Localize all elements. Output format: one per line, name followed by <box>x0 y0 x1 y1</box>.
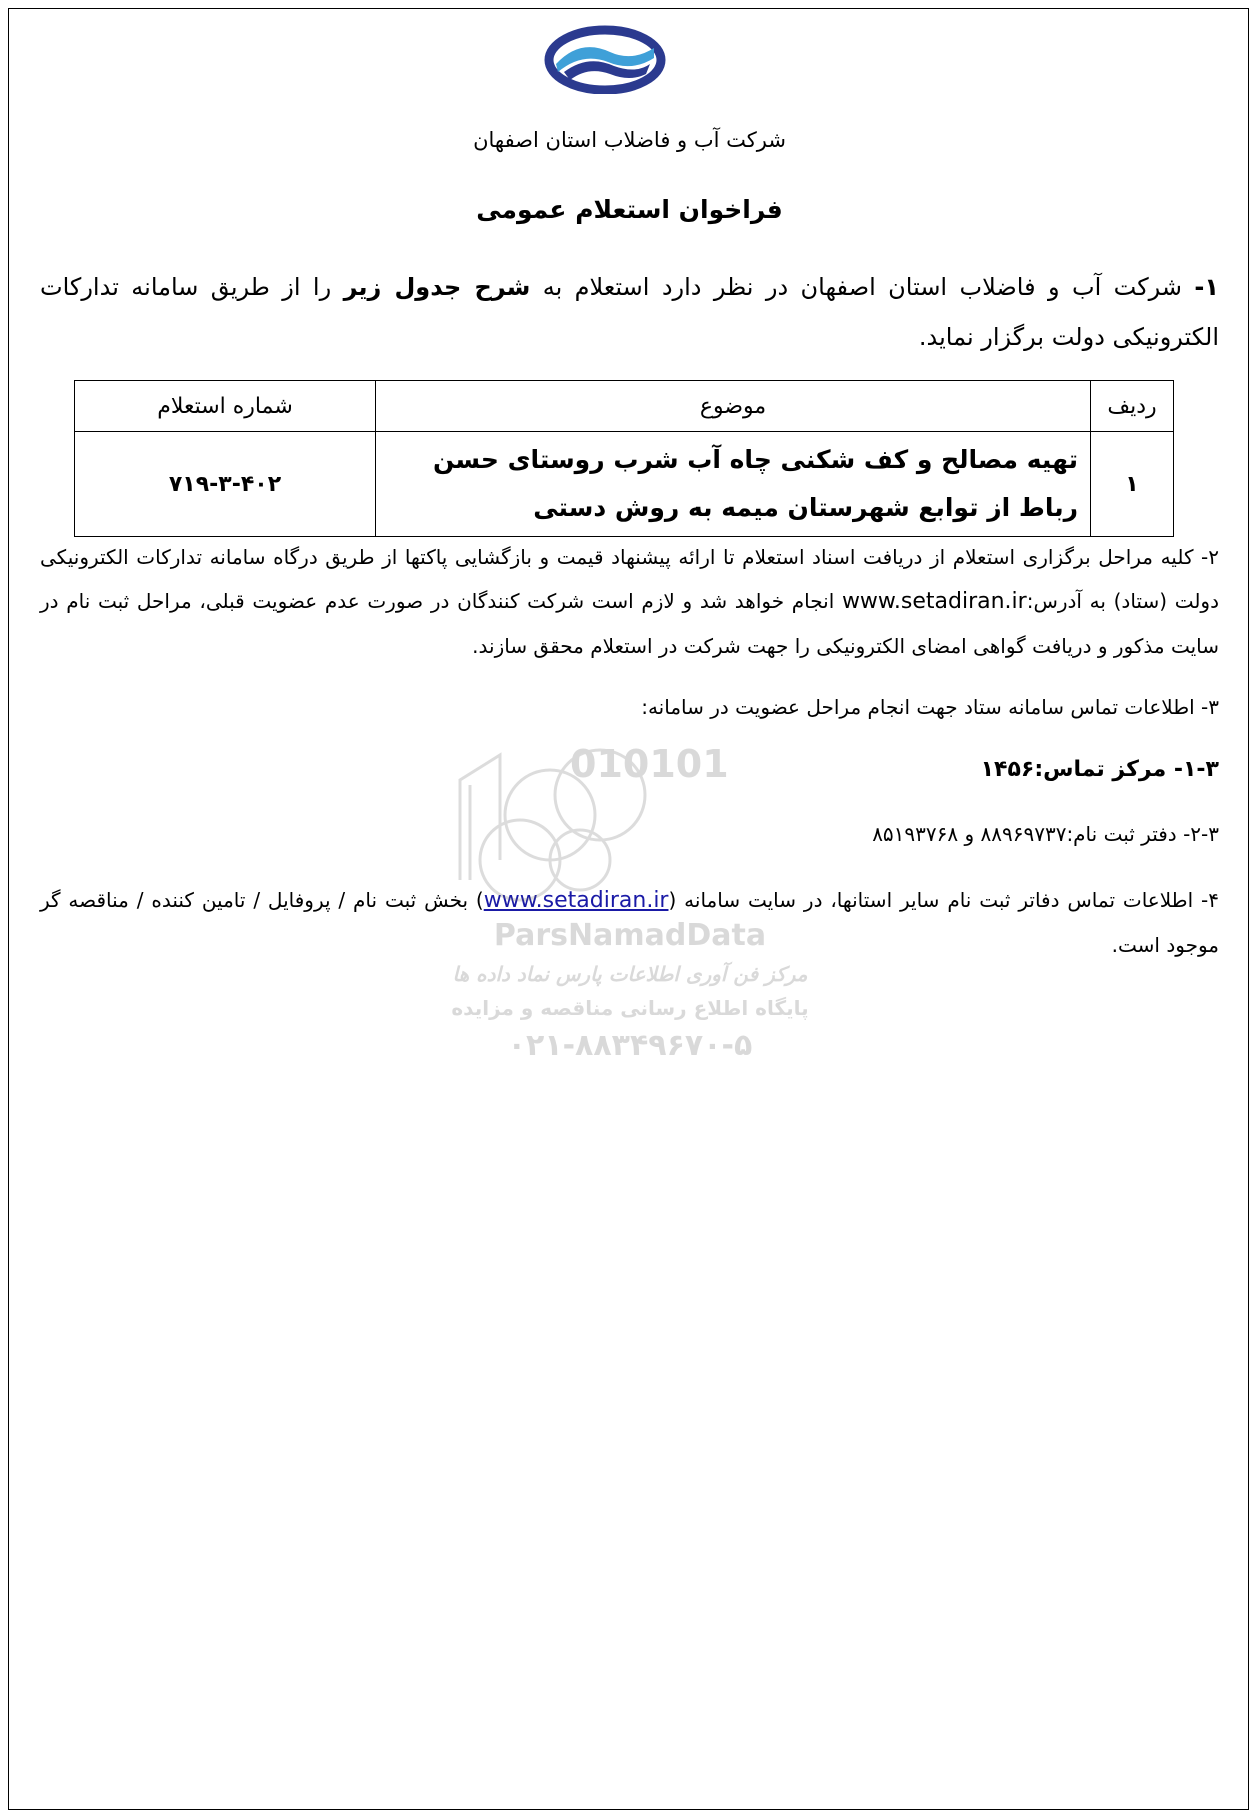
call-center-line: ۱-۳- مرکز تماس:۱۴۵۶ <box>980 757 1219 782</box>
header-row-number: ردیف <box>1091 381 1174 432</box>
registration-office-line: ۲-۳- دفتر ثبت نام:۸۸۹۶۹۷۳۷ و ۸۵۱۹۳۷۶۸ <box>872 822 1219 846</box>
section-2-paragraph <box>40 535 1219 668</box>
setadiran-address: www.setadiran.ir <box>841 589 1027 614</box>
watermark-brand: ParsNamadData <box>493 918 767 953</box>
section-4-text-before: ۴- اطلاعات تماس دفاتر ثبت نام سایر استانها، در سایت سامانه ( <box>668 888 1219 912</box>
intro-number: ۱- <box>1194 273 1220 301</box>
header-inquiry-number: شماره استعلام <box>75 381 376 432</box>
cell-row-number: ۱ <box>1091 432 1174 537</box>
page-title: فراخوان استعلام عمومی <box>476 195 783 224</box>
section-4-paragraph <box>40 878 1219 967</box>
inquiry-table <box>74 380 1174 537</box>
cell-inquiry-number: ۷۱۹-۳-۴۰۲ <box>75 432 376 537</box>
company-name: شرکت آب و فاضلاب استان اصفهان <box>473 128 786 152</box>
section-2-text-after: انجام خواهد شد و لازم است شرکت کنندگان در صورت عدم عضویت قبلی، مراحل ثبت نام در سایت مذکور و دریافت گواهی امضای الکترونیکی را جهت شرکت در استعلام محقق سازند. <box>40 589 1219 658</box>
section-2-text-before: ۲- کلیه مراحل برگزاری استعلام از دریافت اسناد استعلام تا ارائه پیشنهاد قیمت و بازگشایی پاکتها از طریق درگاه سامانه تدارکات الکترونیکی دولت (ستاد) به آدرس: <box>40 545 1219 613</box>
watermark-line-1: مرکز فن آوری اطلاعات پارس نماد داده ها <box>452 962 808 986</box>
section-3-heading: ۳- اطلاعات تماس سامانه ستاد جهت انجام مراحل عضویت در سامانه: <box>641 695 1219 719</box>
watermark-binary: 010101 <box>570 742 729 786</box>
intro-bold-phrase: شرح جدول زیر <box>343 273 531 301</box>
company-logo <box>540 24 670 94</box>
header-subject: موضوع <box>376 381 1091 432</box>
intro-text-after: را از طریق سامانه تدارکات الکترونیکی دولت برگزار نماید. <box>40 273 1219 351</box>
intro-paragraph <box>40 262 1219 362</box>
section-4-text-after: ) بخش ثبت نام / پروفایل / تامین کننده / مناقصه گر موجود است. <box>40 888 1219 957</box>
table-header-row <box>75 381 1174 432</box>
setadiran-link[interactable]: www.setadiran.ir <box>483 888 669 913</box>
watermark-line-2: پایگاه اطلاع رسانی مناقصه و مزایده <box>451 996 809 1020</box>
cell-subject: تهیه مصالح و کف شکنی چاه آب شرب روستای حسن رباط از توابع شهرستان میمه به روش دستی <box>376 432 1091 537</box>
intro-text-before: شرکت آب و فاضلاب استان اصفهان در نظر دارد استعلام به <box>530 273 1195 301</box>
table-row <box>75 432 1174 537</box>
watermark-phone: ۰۲۱-۸۸۳۴۹۶۷۰-۵ <box>507 1028 753 1063</box>
